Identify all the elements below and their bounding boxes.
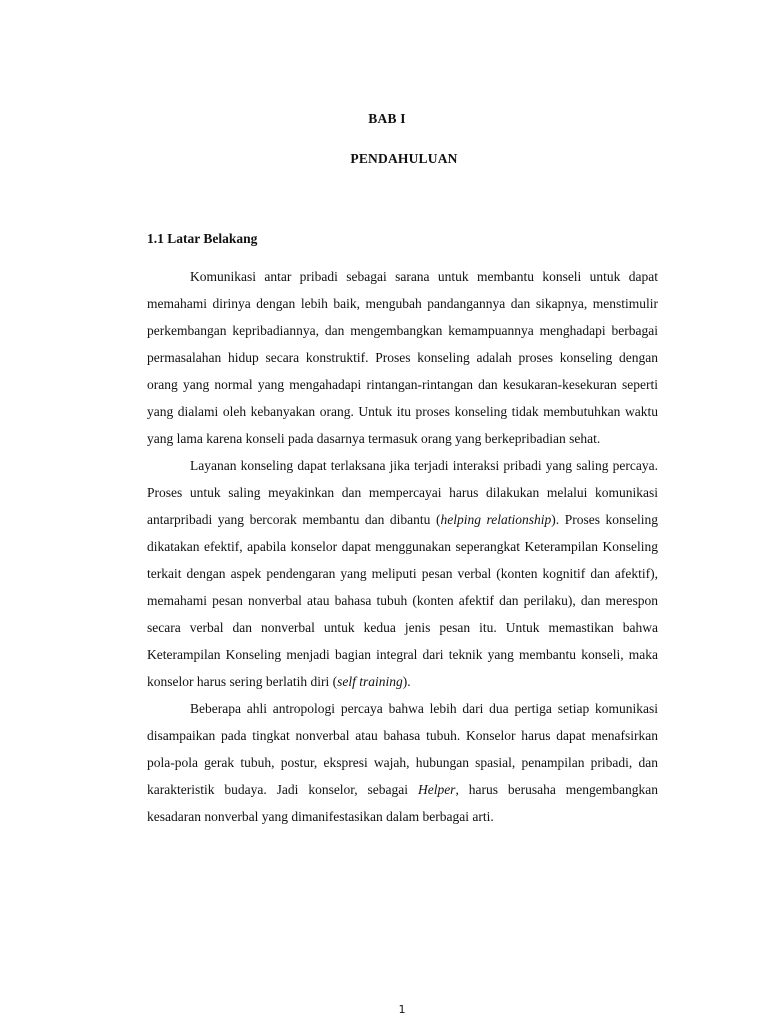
body-text	[147, 263, 658, 830]
paragraph-3	[147, 695, 658, 830]
paragraph-2-text-a: Layanan konseling dapat terlaksana jika terjadi interaksi pribadi yang saling percaya. Proses untuk saling meyakinkan dan mempercayai harus dilakukan melalui komunikasi antarpribadi yang bercorak membantu dan dibantu (	[147, 458, 658, 527]
paragraph-2-italic-term-b: self training	[337, 674, 403, 689]
chapter-title: PENDAHULUAN	[350, 151, 458, 166]
page-number: 1	[398, 1003, 406, 1016]
paragraph-2	[147, 452, 658, 695]
paragraph-3-text-b: , harus berusaha mengembangkan kesadaran nonverbal yang dimanifestasikan dalam berbagai arti.	[147, 782, 658, 824]
paragraph-2-italic-term-a: helping relationship	[440, 512, 552, 527]
paragraph-2-text-b: ). Proses konseling dikatakan efektif, apabila konselor dapat menggunakan seperangkat Keterampilan Konseling terkait dengan aspek pendengaran yang meliputi pesan verbal (konten kognitif dan afektif), memahami pesan nonverbal atau bahasa tubuh (konten afektif dan perilaku), dan merespon secara verbal dan nonverbal untuk kedua jenis pesan itu. Untuk memastikan bahwa Keterampilan Konseling menjadi bagian integral dari teknik yang membantu konseli, maka konselor harus sering berlatih diri (	[147, 512, 658, 689]
chapter-number: BAB I	[368, 111, 406, 126]
paragraph-3-italic-term: Helper	[417, 782, 456, 797]
paragraph-3-text-a: Beberapa ahli antropologi percaya bahwa lebih dari dua pertiga setiap komunikasi disampaikan pada tingkat nonverbal atau bahasa tubuh. Konselor harus dapat menafsirkan pola-pola gerak tubuh, postur, ekspresi wajah, hubungan spasial, penampilan pribadi, dan karakteristik budaya. Jadi konselor, sebagai	[147, 701, 658, 797]
paragraph-1	[147, 263, 658, 452]
paragraph-2-text-c: ).	[402, 674, 411, 689]
section-heading: 1.1 Latar Belakang	[147, 231, 258, 246]
paragraph-1-text: Komunikasi antar pribadi sebagai sarana untuk membantu konseli untuk dapat memahami dirinya dengan lebih baik, mengubah pandangannya dan sikapnya, menstimulir perkembangan kepribadiannya, dan mengembangkan kemampuannya menghadapi berbagai permasalahan hidup secara konstruktif. Proses konseling adalah proses konseling dengan orang yang normal yang mengahadapi rintangan-rintangan dan kesukaran-kesekuran seperti yang dialami oleh kebanyakan orang. Untuk itu proses konseling tidak membutuhkan waktu yang lama karena konseli pada dasarnya termasuk orang yang berkepribadian sehat.	[147, 269, 658, 446]
